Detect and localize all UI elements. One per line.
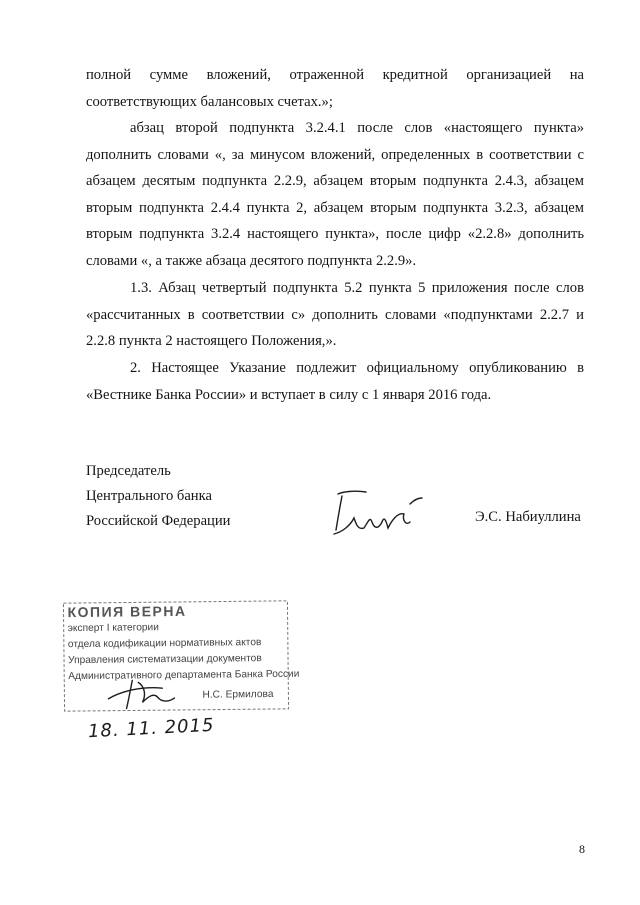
- stamp-line: Административного департамента Банка России: [68, 668, 300, 683]
- paragraph-continuation: полной сумме вложений, отраженной кредитной организацией на соответствующих балансовых счетах.»;: [86, 67, 584, 110]
- stamp-officer-name: Н.С. Ермилова: [202, 688, 274, 701]
- handwritten-signature: [320, 482, 430, 542]
- signature-title-line: Российской Федерации: [86, 512, 231, 529]
- paragraph-item-1-3: 1.3. Абзац четвертый подпункта 5.2 пункта 5 приложения после слов «рассчитанных в соответствии с» дополнить словами «подпунктами 2.2.7 и 2.2.8 пункта 2 настоящего Положения,».: [86, 280, 584, 350]
- stamp-line: отдела кодификации нормативных актов: [67, 637, 262, 651]
- stamp-line: эксперт I категории: [67, 622, 159, 635]
- paragraph-amendment-3-2-4-1: абзац второй подпункта 3.2.4.1 после слов «настоящего пункта» дополнить словами «, за минусом вложений, определенных в соответствии с абзацем десятым подпункта 2.2.9, абзацем вторым подпункта 2.4.3, абзацем вторым подпункта 2.4.4 пункта 2, абзацем вторым подпункта 3.2.3, абзацем вторым подпункта 3.2.4 настоящего пункта», после цифр «2.2.8» дополнить словами «, а также абзаца десятого подпункта 2.2.9».: [86, 120, 584, 269]
- signature-title-block: [86, 459, 231, 533]
- signature-title-line: Председатель: [86, 463, 171, 479]
- signer-name: Э.С. Набиуллина: [475, 509, 581, 525]
- page-number: 8: [579, 842, 585, 856]
- stamp-signature: [102, 672, 202, 713]
- paragraph-item-2: 2. Настоящее Указание подлежит официальному опубликованию в «Вестнике Банка России» и вступает в силу с 1 января 2016 года.: [86, 360, 584, 403]
- stamp-line: Управления систематизации документов: [67, 653, 262, 667]
- copy-certification-stamp: [61, 599, 300, 713]
- stamp-date: 18. 11. 2015: [87, 714, 215, 743]
- signature-title-line: Центрального банка: [86, 487, 212, 504]
- stamp-heading: КОПИЯ ВЕРНА: [67, 602, 187, 621]
